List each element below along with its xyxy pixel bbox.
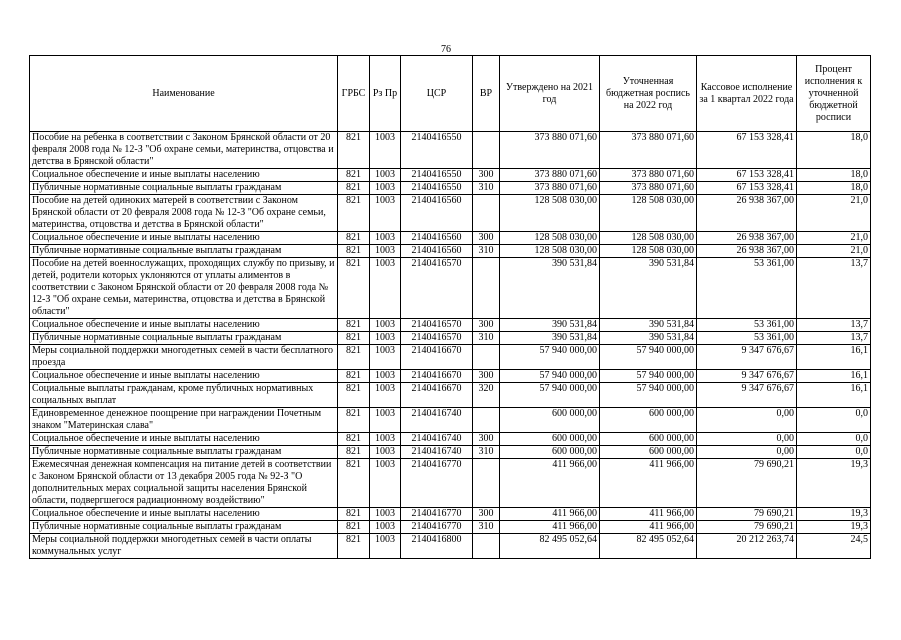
table-row (30, 534, 871, 559)
row-vr-cell (473, 345, 500, 370)
row-refined-cell: 390 531,84 (600, 258, 697, 319)
row-rzpr-cell: 1003 (370, 195, 401, 232)
row-grbs-cell: 821 (338, 459, 370, 508)
table-row (30, 508, 871, 521)
row-percent-cell: 13,7 (797, 319, 871, 332)
table-row (30, 408, 871, 433)
row-vr-cell: 310 (473, 521, 500, 534)
row-cash-cell: 20 212 263,74 (697, 534, 797, 559)
row-vr-cell: 320 (473, 383, 500, 408)
row-cash-cell: 79 690,21 (697, 521, 797, 534)
row-vr-cell: 300 (473, 508, 500, 521)
row-refined-cell: 411 966,00 (600, 521, 697, 534)
row-rzpr-cell: 1003 (370, 232, 401, 245)
row-refined-cell: 390 531,84 (600, 319, 697, 332)
row-csr-cell: 2140416770 (401, 459, 473, 508)
row-name-cell: Социальное обеспечение и иные выплаты населению (30, 508, 338, 521)
row-csr-cell: 2140416670 (401, 383, 473, 408)
row-name-cell: Единовременное денежное поощрение при награждении Почетным знаком "Материнская слава" (30, 408, 338, 433)
row-cash-cell: 26 938 367,00 (697, 232, 797, 245)
row-refined-cell: 57 940 000,00 (600, 383, 697, 408)
row-name-cell: Публичные нормативные социальные выплаты гражданам (30, 332, 338, 345)
row-cash-cell: 79 690,21 (697, 459, 797, 508)
row-percent-cell: 13,7 (797, 332, 871, 345)
row-csr-cell: 2140416670 (401, 345, 473, 370)
row-approved-cell: 390 531,84 (500, 332, 600, 345)
row-rzpr-cell: 1003 (370, 345, 401, 370)
row-name-cell: Пособие на детей одиноких матерей в соответствии с Законом Брянской области от 20 февраля 2008 года № 12-З "Об охране семьи, материнства, отцовства и детства в Брянской области" (30, 195, 338, 232)
table-row (30, 446, 871, 459)
row-name-cell: Пособие на ребенка в соответствии с Законом Брянской области от 20 февраля 2008 года № 12-З "Об охране семьи, материнства, отцовства и детства в Брянской области" (30, 132, 338, 169)
row-approved-cell: 411 966,00 (500, 508, 600, 521)
row-rzpr-cell: 1003 (370, 408, 401, 433)
row-rzpr-cell: 1003 (370, 534, 401, 559)
row-grbs-cell: 821 (338, 433, 370, 446)
row-cash-cell: 9 347 676,67 (697, 370, 797, 383)
row-cash-cell: 9 347 676,67 (697, 383, 797, 408)
row-refined-cell: 373 880 071,60 (600, 132, 697, 169)
row-csr-cell: 2140416560 (401, 232, 473, 245)
table-row (30, 459, 871, 508)
header-rzpr: Рз Пр (370, 56, 401, 132)
budget-table (29, 55, 871, 559)
row-percent-cell: 18,0 (797, 182, 871, 195)
row-percent-cell: 0,0 (797, 408, 871, 433)
table-row (30, 182, 871, 195)
row-vr-cell (473, 534, 500, 559)
row-cash-cell: 26 938 367,00 (697, 245, 797, 258)
row-grbs-cell: 821 (338, 521, 370, 534)
row-percent-cell: 16,1 (797, 370, 871, 383)
row-rzpr-cell: 1003 (370, 169, 401, 182)
row-approved-cell: 128 508 030,00 (500, 232, 600, 245)
table-row (30, 195, 871, 232)
row-vr-cell (473, 132, 500, 169)
row-name-cell: Меры социальной поддержки многодетных семей в части бесплатного проезда (30, 345, 338, 370)
row-vr-cell: 310 (473, 332, 500, 345)
row-name-cell: Публичные нормативные социальные выплаты гражданам (30, 245, 338, 258)
row-csr-cell: 2140416570 (401, 319, 473, 332)
row-percent-cell: 19,3 (797, 521, 871, 534)
row-percent-cell: 16,1 (797, 345, 871, 370)
row-cash-cell: 53 361,00 (697, 258, 797, 319)
row-percent-cell: 18,0 (797, 132, 871, 169)
header-csr: ЦСР (401, 56, 473, 132)
row-percent-cell: 19,3 (797, 508, 871, 521)
row-name-cell: Публичные нормативные социальные выплаты гражданам (30, 446, 338, 459)
row-csr-cell: 2140416560 (401, 245, 473, 258)
row-grbs-cell: 821 (338, 245, 370, 258)
row-grbs-cell: 821 (338, 232, 370, 245)
row-vr-cell: 300 (473, 232, 500, 245)
row-rzpr-cell: 1003 (370, 258, 401, 319)
row-approved-cell: 128 508 030,00 (500, 195, 600, 232)
row-vr-cell (473, 408, 500, 433)
row-approved-cell: 600 000,00 (500, 433, 600, 446)
row-grbs-cell: 821 (338, 332, 370, 345)
row-percent-cell: 0,0 (797, 446, 871, 459)
row-name-cell: Социальное обеспечение и иные выплаты населению (30, 370, 338, 383)
row-approved-cell: 411 966,00 (500, 521, 600, 534)
row-rzpr-cell: 1003 (370, 370, 401, 383)
row-vr-cell: 310 (473, 446, 500, 459)
row-percent-cell: 21,0 (797, 245, 871, 258)
row-percent-cell: 16,1 (797, 383, 871, 408)
row-refined-cell: 128 508 030,00 (600, 195, 697, 232)
table-row (30, 383, 871, 408)
row-name-cell: Социальное обеспечение и иные выплаты населению (30, 433, 338, 446)
row-csr-cell: 2140416770 (401, 508, 473, 521)
row-rzpr-cell: 1003 (370, 319, 401, 332)
row-approved-cell: 373 880 071,60 (500, 169, 600, 182)
row-grbs-cell: 821 (338, 182, 370, 195)
row-vr-cell: 310 (473, 245, 500, 258)
row-refined-cell: 57 940 000,00 (600, 370, 697, 383)
row-refined-cell: 411 966,00 (600, 459, 697, 508)
row-percent-cell: 18,0 (797, 169, 871, 182)
row-cash-cell: 67 153 328,41 (697, 132, 797, 169)
row-rzpr-cell: 1003 (370, 521, 401, 534)
row-approved-cell: 411 966,00 (500, 459, 600, 508)
row-vr-cell: 300 (473, 169, 500, 182)
row-rzpr-cell: 1003 (370, 459, 401, 508)
row-approved-cell: 82 495 052,64 (500, 534, 600, 559)
row-vr-cell: 300 (473, 319, 500, 332)
row-vr-cell (473, 195, 500, 232)
row-name-cell: Публичные нормативные социальные выплаты гражданам (30, 521, 338, 534)
row-percent-cell: 21,0 (797, 232, 871, 245)
row-approved-cell: 57 940 000,00 (500, 370, 600, 383)
row-refined-cell: 57 940 000,00 (600, 345, 697, 370)
row-vr-cell: 300 (473, 370, 500, 383)
row-cash-cell: 53 361,00 (697, 332, 797, 345)
row-grbs-cell: 821 (338, 446, 370, 459)
row-cash-cell: 79 690,21 (697, 508, 797, 521)
row-refined-cell: 128 508 030,00 (600, 232, 697, 245)
row-rzpr-cell: 1003 (370, 433, 401, 446)
row-csr-cell: 2140416550 (401, 169, 473, 182)
table-row (30, 245, 871, 258)
row-csr-cell: 2140416770 (401, 521, 473, 534)
row-rzpr-cell: 1003 (370, 508, 401, 521)
row-approved-cell: 57 940 000,00 (500, 383, 600, 408)
row-cash-cell: 67 153 328,41 (697, 182, 797, 195)
row-vr-cell (473, 459, 500, 508)
row-percent-cell: 13,7 (797, 258, 871, 319)
table-row (30, 132, 871, 169)
row-grbs-cell: 821 (338, 370, 370, 383)
table-row (30, 232, 871, 245)
header-approved: Утверждено на 2021 год (500, 56, 600, 132)
row-refined-cell: 600 000,00 (600, 433, 697, 446)
row-vr-cell: 300 (473, 433, 500, 446)
row-grbs-cell: 821 (338, 345, 370, 370)
row-csr-cell: 2140416740 (401, 446, 473, 459)
row-grbs-cell: 821 (338, 408, 370, 433)
row-refined-cell: 600 000,00 (600, 446, 697, 459)
row-approved-cell: 57 940 000,00 (500, 345, 600, 370)
row-rzpr-cell: 1003 (370, 332, 401, 345)
header-grbs: ГРБС (338, 56, 370, 132)
row-grbs-cell: 821 (338, 508, 370, 521)
row-csr-cell: 2140416740 (401, 408, 473, 433)
row-grbs-cell: 821 (338, 195, 370, 232)
header-name: Наименование (30, 56, 338, 132)
page-number: 76 (441, 44, 451, 55)
table-row (30, 521, 871, 534)
row-cash-cell: 67 153 328,41 (697, 169, 797, 182)
row-grbs-cell: 821 (338, 383, 370, 408)
row-name-cell: Ежемесячная денежная компенсация на питание детей в соответствии с Законом Брянской области от 13 декабря 2005 года № 92-З "О дополнительных мерах социальной защиты населения Брянской области, подвергшегося радиационному воздействию" (30, 459, 338, 508)
row-rzpr-cell: 1003 (370, 446, 401, 459)
row-approved-cell: 390 531,84 (500, 319, 600, 332)
header-cash: Кассовое исполнение за 1 квартал 2022 года (697, 56, 797, 132)
row-rzpr-cell: 1003 (370, 132, 401, 169)
row-name-cell: Публичные нормативные социальные выплаты гражданам (30, 182, 338, 195)
row-name-cell: Социальное обеспечение и иные выплаты населению (30, 319, 338, 332)
row-name-cell: Социальное обеспечение и иные выплаты населению (30, 169, 338, 182)
row-csr-cell: 2140416550 (401, 182, 473, 195)
row-grbs-cell: 821 (338, 319, 370, 332)
row-grbs-cell: 821 (338, 132, 370, 169)
row-refined-cell: 82 495 052,64 (600, 534, 697, 559)
row-approved-cell: 600 000,00 (500, 408, 600, 433)
row-percent-cell: 21,0 (797, 195, 871, 232)
header-refined: Уточненная бюджетная роспись на 2022 год (600, 56, 697, 132)
row-vr-cell: 310 (473, 182, 500, 195)
row-refined-cell: 128 508 030,00 (600, 245, 697, 258)
row-name-cell: Социальные выплаты гражданам, кроме публичных нормативных социальных выплат (30, 383, 338, 408)
table-body (30, 132, 871, 559)
row-refined-cell: 373 880 071,60 (600, 182, 697, 195)
row-name-cell: Пособие на детей военнослужащих, проходящих службу по призыву, и детей, родители которых уклоняются от уплаты алиментов в соответствии с Законом Брянской области от 20 февраля 2008 года № 12-З "Об охране семьи, материнства, отцовства и детства в Брянской области" (30, 258, 338, 319)
row-percent-cell: 0,0 (797, 433, 871, 446)
row-csr-cell: 2140416570 (401, 258, 473, 319)
row-name-cell: Меры социальной поддержки многодетных семей в части оплаты коммунальных услуг (30, 534, 338, 559)
table-row (30, 169, 871, 182)
row-rzpr-cell: 1003 (370, 245, 401, 258)
header-percent: Процент исполнения к уточненной бюджетной росписи (797, 56, 871, 132)
row-vr-cell (473, 258, 500, 319)
table-header-row (30, 56, 871, 132)
row-refined-cell: 390 531,84 (600, 332, 697, 345)
row-refined-cell: 600 000,00 (600, 408, 697, 433)
row-approved-cell: 600 000,00 (500, 446, 600, 459)
row-grbs-cell: 821 (338, 534, 370, 559)
table-row (30, 319, 871, 332)
row-refined-cell: 373 880 071,60 (600, 169, 697, 182)
row-cash-cell: 0,00 (697, 408, 797, 433)
row-cash-cell: 26 938 367,00 (697, 195, 797, 232)
row-rzpr-cell: 1003 (370, 383, 401, 408)
row-approved-cell: 390 531,84 (500, 258, 600, 319)
row-grbs-cell: 821 (338, 258, 370, 319)
row-csr-cell: 2140416800 (401, 534, 473, 559)
header-vr: ВР (473, 56, 500, 132)
row-cash-cell: 9 347 676,67 (697, 345, 797, 370)
row-approved-cell: 128 508 030,00 (500, 245, 600, 258)
row-refined-cell: 411 966,00 (600, 508, 697, 521)
row-cash-cell: 0,00 (697, 446, 797, 459)
row-csr-cell: 2140416560 (401, 195, 473, 232)
table-row (30, 433, 871, 446)
table-row (30, 332, 871, 345)
row-csr-cell: 2140416570 (401, 332, 473, 345)
table-row (30, 258, 871, 319)
row-percent-cell: 19,3 (797, 459, 871, 508)
row-rzpr-cell: 1003 (370, 182, 401, 195)
row-name-cell: Социальное обеспечение и иные выплаты населению (30, 232, 338, 245)
row-approved-cell: 373 880 071,60 (500, 132, 600, 169)
row-csr-cell: 2140416670 (401, 370, 473, 383)
row-grbs-cell: 821 (338, 169, 370, 182)
row-approved-cell: 373 880 071,60 (500, 182, 600, 195)
row-csr-cell: 2140416740 (401, 433, 473, 446)
table-row (30, 345, 871, 370)
row-csr-cell: 2140416550 (401, 132, 473, 169)
row-cash-cell: 0,00 (697, 433, 797, 446)
row-percent-cell: 24,5 (797, 534, 871, 559)
row-cash-cell: 53 361,00 (697, 319, 797, 332)
table-row (30, 370, 871, 383)
